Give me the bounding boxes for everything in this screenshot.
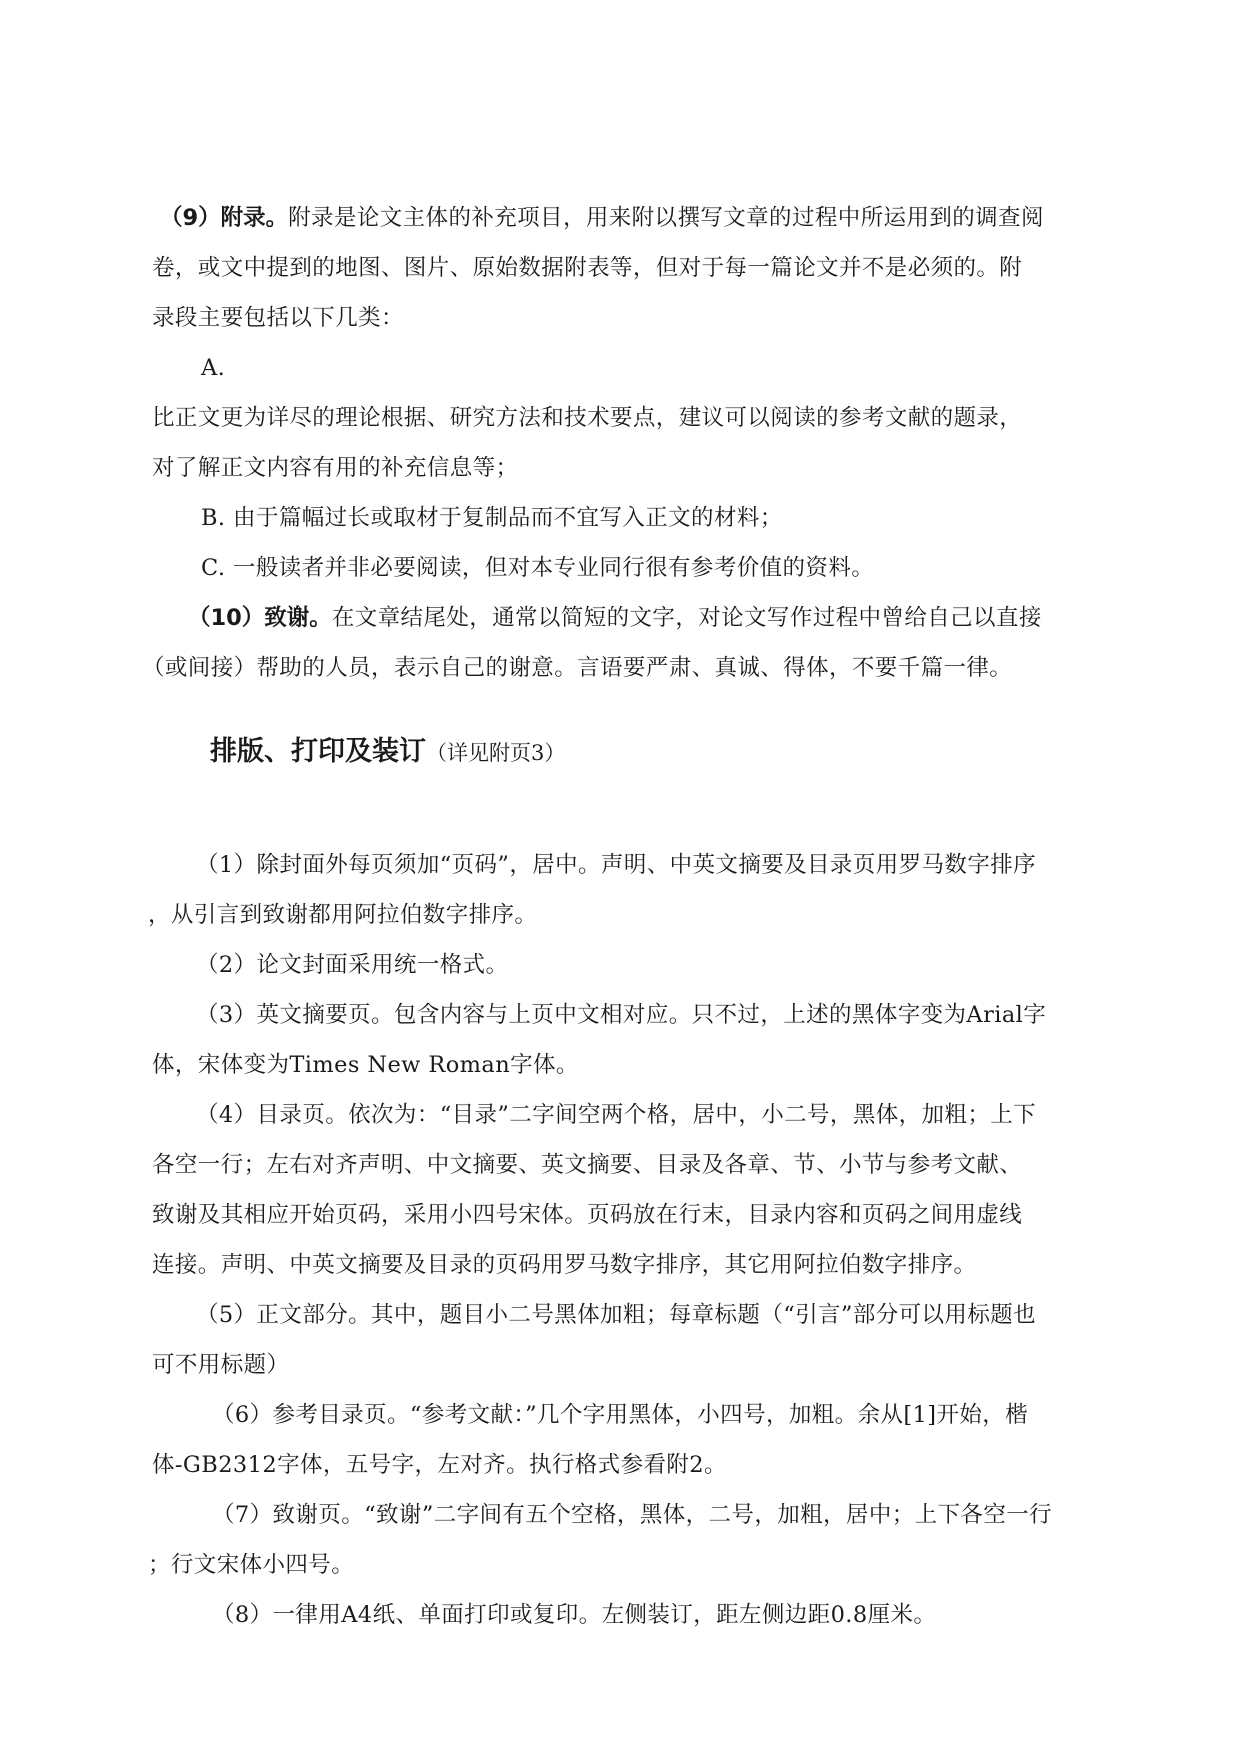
rule-5-line-2: 可不用标题） xyxy=(152,1352,290,1378)
rule-1-line-1: （1）除封面外每页须加“页码”，居中。声明、中英文摘要及目录页用罗马数字排序 xyxy=(196,852,1037,878)
thanks-label: （10）致谢。 xyxy=(188,605,332,631)
rule-6-line-1: （6）参考目录页。“参考文献：”几个字用黑体，小四号，加粗。余从[1]开始，楷 xyxy=(212,1402,1029,1428)
rule-4-line-2: 各空一行；左右对齐声明、中文摘要、英文摘要、目录及各章、节、小节与参考文献、 xyxy=(152,1152,1023,1178)
rule-1-line-2: ，从引言到致谢都用阿拉伯数字排序。 xyxy=(148,902,538,928)
appendix-item-a-marker: A. xyxy=(201,355,226,381)
rule-6-line-2: 体-GB2312字体，五号字，左对齐。执行格式参看附2。 xyxy=(152,1452,727,1478)
rule-3-line-2: 体，宋体变为Times New Roman字体。 xyxy=(152,1052,579,1078)
rule-2: （2）论文封面采用统一格式。 xyxy=(196,952,509,978)
section-title: 排版、打印及装订 xyxy=(210,736,426,767)
section-heading xyxy=(210,734,565,771)
thanks-paragraph-line-2: （或间接）帮助的人员，表示自己的谢意。言语要严肃、真诚、得体，不要千篇一律。 xyxy=(142,655,1013,681)
appendix-item-c: C. 一般读者并非必要阅读，但对本专业同行很有参考价值的资料。 xyxy=(201,555,875,581)
appendix-item-a-line-2: 对了解正文内容有用的补充信息等； xyxy=(152,455,519,481)
appendix-item-a-line-1: 比正文更为详尽的理论根据、研究方法和技术要点，建议可以阅读的参考文献的题录， xyxy=(152,405,1023,431)
appendix-item-b: B. 由于篇幅过长或取材于复制品而不宜写入正文的材料； xyxy=(201,505,783,531)
thanks-text-1: 在文章结尾处，通常以简短的文字，对论文写作过程中曾给自己以直接 xyxy=(331,605,1042,631)
thanks-paragraph-line-1 xyxy=(188,603,1042,633)
rule-5-line-1: （5）正文部分。其中，题目小二号黑体加粗；每章标题（“引言”部分可以用标题也 xyxy=(196,1302,1037,1328)
rule-7-line-1: （7）致谢页。“致谢”二字间有五个空格，黑体，二号，加粗，居中；上下各空一行 xyxy=(212,1502,1053,1528)
appendix-text-1: 附录是论文主体的补充项目，用来附以撰写文章的过程中所运用到的调查阅 xyxy=(288,205,1044,231)
rule-4-line-1: （4）目录页。依次为：“目录”二字间空两个格，居中，小二号，黑体，加粗；上下 xyxy=(196,1102,1037,1128)
rule-7-line-2: ；行文宋体小四号。 xyxy=(148,1552,355,1578)
rule-4-line-4: 连接。声明、中英文摘要及目录的页码用罗马数字排序，其它用阿拉伯数字排序。 xyxy=(152,1252,977,1278)
appendix-paragraph-line-3: 录段主要包括以下几类： xyxy=(152,305,404,331)
rule-3-line-1: （3）英文摘要页。包含内容与上页中文相对应。只不过，上述的黑体字变为Arial字 xyxy=(196,1002,1047,1028)
section-note: （详见附页3） xyxy=(426,741,566,765)
appendix-paragraph-line-2: 卷，或文中提到的地图、图片、原始数据附表等，但对于每一篇论文并不是必须的。附 xyxy=(152,255,1023,281)
appendix-paragraph-line-1 xyxy=(160,203,1044,233)
rule-8: （8）一律用A4纸、单面打印或复印。左侧装订，距左侧边距0.8厘米。 xyxy=(212,1602,937,1628)
rule-4-line-3: 致谢及其相应开始页码，采用小四号宋体。页码放在行末，目录内容和页码之间用虚线 xyxy=(152,1202,1023,1228)
appendix-label: （9）附录。 xyxy=(160,205,289,231)
